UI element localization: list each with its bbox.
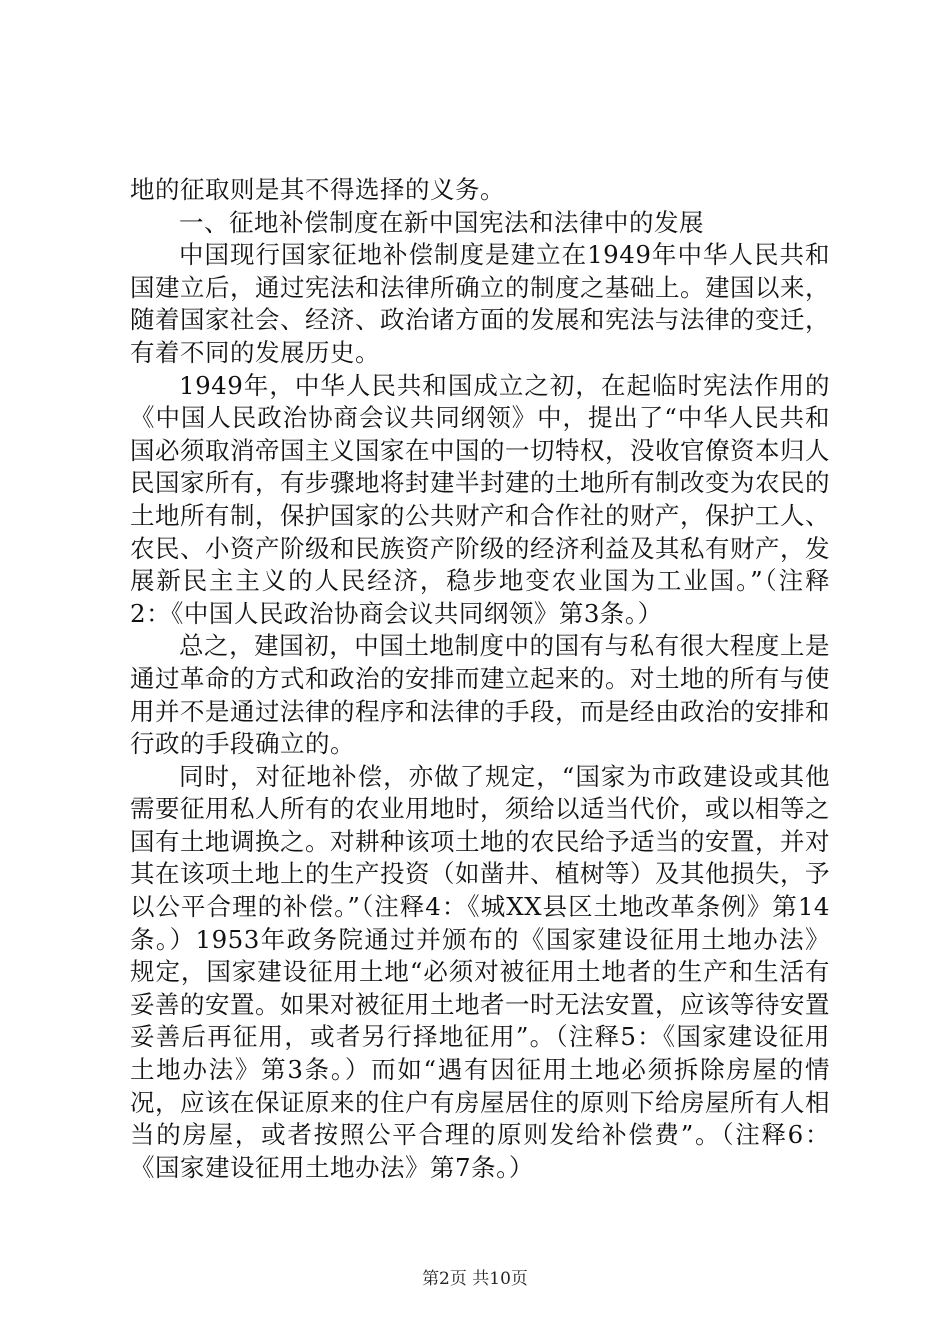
- paragraph: 总之，建国初，中国土地制度中的国有与私有很大程度上是通过革命的方式和政治的安排而建立起来的。对土地的所有与使用并不是通过法律的程序和法律的手段，而是经由政治的安排和行政的手段确立的。: [130, 631, 830, 759]
- paragraph: 中国现行国家征地补偿制度是建立在1949年中华人民共和国建立后，通过宪法和法律所确立的制度之基础上。建国以来，随着国家社会、经济、政治诸方面的发展和宪法与法律的变迁，有着不同的发展历史。: [130, 240, 830, 367]
- page-number-footer: 第2页 共10页: [422, 1269, 528, 1289]
- paragraph: 1949年，中华人民共和国成立之初，在起临时宪法作用的《中国人民政治协商会议共同纲领》中，提出了“中华人民共和国必须取消帝国主义国家在中国的一切特权，没收官僚资本归人民国家所有，有步骤地将封建半封建的土地所有制改变为农民的土地所有制，保护国家的公共财产和合作社的财产，保护工人、农民、小资产阶级和民族资产阶级的经济利益及其私有财产，发展新民主主义的人民经济，稳步地变农业国为工业国。”（注释2：《中国人民政治协商会议共同纲领》第3条。）: [130, 370, 830, 628]
- paragraph: 同时，对征地补偿，亦做了规定，“国家为市政建设或其他需要征用私人所有的农业用地时，须给以适当代价，或以相等之国有土地调换之。对耕种该项土地的农民给予适当的安置，并对其在该项土地上的生产投资（如凿井、植树等）及其他损失，予以公平合理的补偿。”（注释4：《城XX县区土地改革条例》第14条。）1953年政务院通过并颁布的《国家建设征用土地办法》规定，国家建设征用土地“必须对被征用土地者的生产和生活有妥善的安置。如果对被征用土地者一时无法安置，应该等待安置妥善后再征用，或者另行择地征用”。（注释5：《国家建设征用土地办法》第3条。）而如“遇有因征用土地必须拆除房屋的情况，应该在保证原来的住户有房屋居住的原则下给房屋所有人相当的房屋，或者按照公平合理的原则发给补偿费”。（注释6：《国家建设征用土地办法》第7条。）: [130, 761, 830, 1182]
- section-heading: 一、征地补偿制度在新中国宪法和法律中的发展: [179, 207, 704, 237]
- document-body: [130, 174, 830, 1184]
- paragraph-continuation: 地的征取则是其不得选择的义务。: [130, 175, 505, 204]
